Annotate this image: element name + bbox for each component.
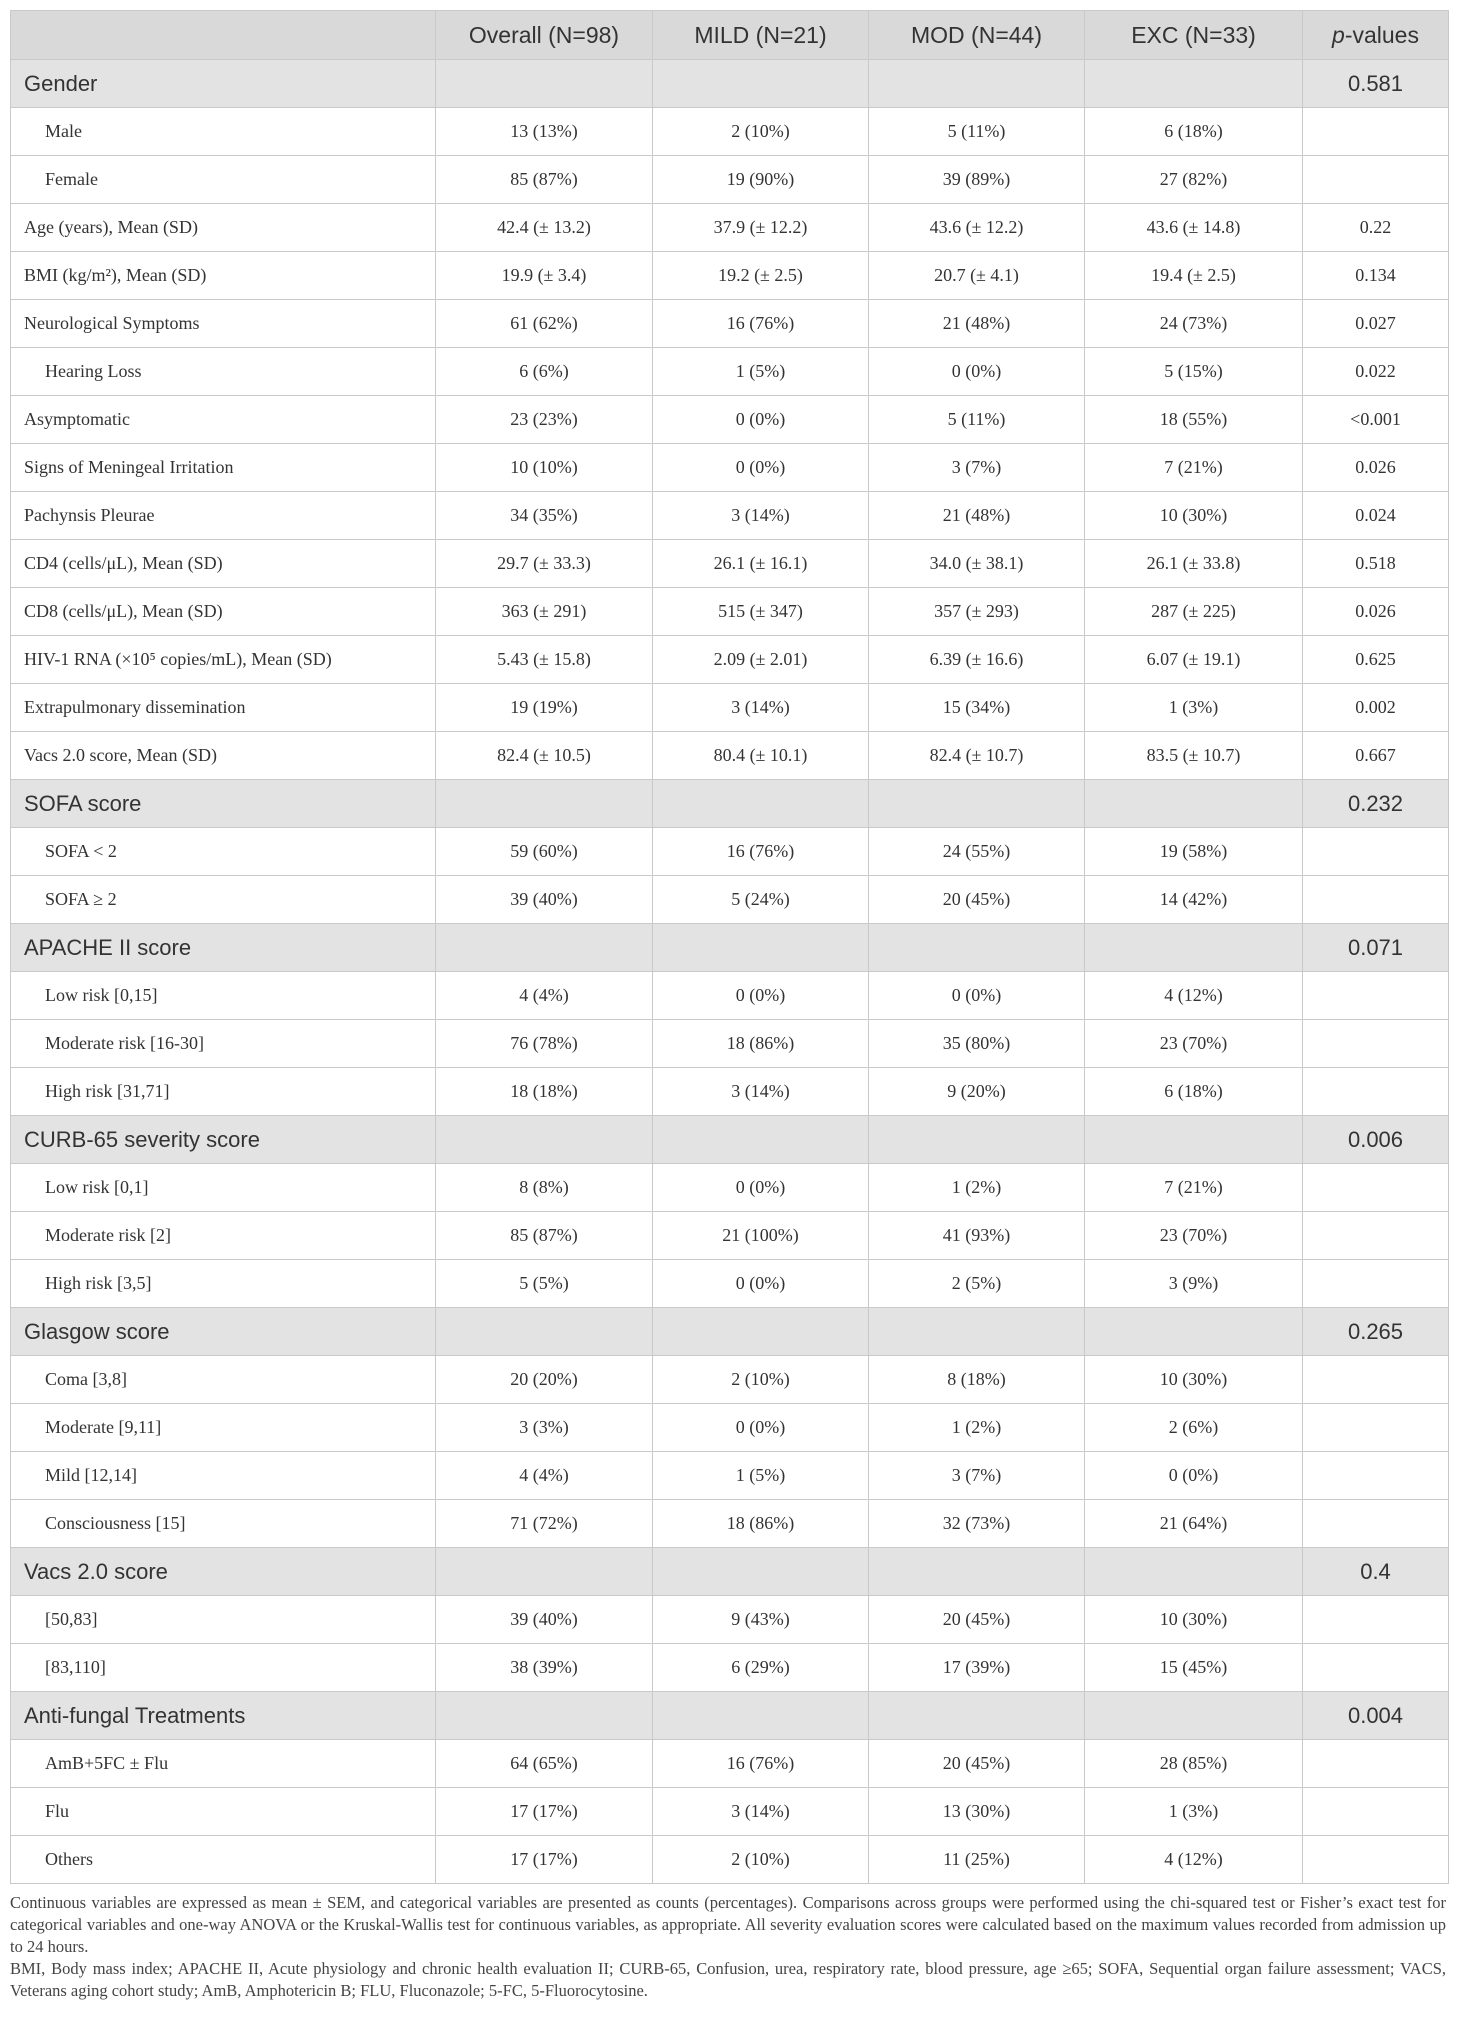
row-value: 8 (8%): [436, 1164, 653, 1212]
row-p-value: 0.026: [1303, 444, 1449, 492]
row-value: 26.1 (± 33.8): [1085, 540, 1303, 588]
row-p-value: [1303, 972, 1449, 1020]
row-value: 41 (93%): [869, 1212, 1085, 1260]
row-value: 5 (24%): [653, 876, 869, 924]
table-row: [11, 1356, 1449, 1404]
table-row: [11, 1164, 1449, 1212]
section-empty-cell: [869, 1308, 1085, 1356]
row-label: High risk [31,71]: [11, 1068, 436, 1116]
row-value: 363 (± 291): [436, 588, 653, 636]
row-p-value: 0.134: [1303, 252, 1449, 300]
row-label: AmB+5FC ± Flu: [11, 1740, 436, 1788]
row-label: Age (years), Mean (SD): [11, 204, 436, 252]
row-value: 3 (14%): [653, 1788, 869, 1836]
row-value: 20.7 (± 4.1): [869, 252, 1085, 300]
section-empty-cell: [436, 924, 653, 972]
table-row: [11, 684, 1449, 732]
row-p-value: 0.024: [1303, 492, 1449, 540]
row-value: 5 (15%): [1085, 348, 1303, 396]
section-empty-cell: [436, 1548, 653, 1596]
table-row: [11, 156, 1449, 204]
table-row: [11, 876, 1449, 924]
row-value: 23 (70%): [1085, 1020, 1303, 1068]
row-value: 2 (6%): [1085, 1404, 1303, 1452]
section-empty-cell: [653, 1308, 869, 1356]
row-p-value: [1303, 1452, 1449, 1500]
row-label: Pachynsis Pleurae: [11, 492, 436, 540]
row-p-value: [1303, 1212, 1449, 1260]
row-p-value: [1303, 1020, 1449, 1068]
row-p-value: [1303, 108, 1449, 156]
section-empty-cell: [436, 1692, 653, 1740]
row-value: 17 (17%): [436, 1836, 653, 1884]
table-row: [11, 828, 1449, 876]
table-row: [11, 252, 1449, 300]
section-row: [11, 60, 1449, 108]
row-value: 61 (62%): [436, 300, 653, 348]
header-cell-p-values: p-values: [1303, 11, 1449, 60]
section-empty-cell: [653, 1548, 869, 1596]
row-value: 8 (18%): [869, 1356, 1085, 1404]
row-value: 16 (76%): [653, 828, 869, 876]
row-value: 5 (11%): [869, 108, 1085, 156]
table-row: [11, 348, 1449, 396]
section-p-value: 0.581: [1303, 60, 1449, 108]
section-empty-cell: [436, 1116, 653, 1164]
row-p-value: [1303, 1644, 1449, 1692]
table-row: [11, 1788, 1449, 1836]
row-value: 18 (86%): [653, 1020, 869, 1068]
row-value: 7 (21%): [1085, 444, 1303, 492]
row-value: 2 (10%): [653, 1356, 869, 1404]
row-value: 26.1 (± 16.1): [653, 540, 869, 588]
table-row: [11, 972, 1449, 1020]
row-value: 43.6 (± 12.2): [869, 204, 1085, 252]
row-value: 15 (34%): [869, 684, 1085, 732]
row-p-value: <0.001: [1303, 396, 1449, 444]
row-value: 0 (0%): [1085, 1452, 1303, 1500]
row-value: 76 (78%): [436, 1020, 653, 1068]
row-label: Moderate [9,11]: [11, 1404, 436, 1452]
row-value: 82.4 (± 10.5): [436, 732, 653, 780]
row-value: 0 (0%): [653, 444, 869, 492]
row-value: 0 (0%): [653, 972, 869, 1020]
section-p-value: 0.265: [1303, 1308, 1449, 1356]
section-empty-cell: [1085, 1308, 1303, 1356]
row-value: 38 (39%): [436, 1644, 653, 1692]
row-label: CD8 (cells/μL), Mean (SD): [11, 588, 436, 636]
row-value: 64 (65%): [436, 1740, 653, 1788]
row-label: CD4 (cells/μL), Mean (SD): [11, 540, 436, 588]
row-p-value: [1303, 1740, 1449, 1788]
header-cell-exc: EXC (N=33): [1085, 11, 1303, 60]
row-value: 39 (40%): [436, 1596, 653, 1644]
row-label: [50,83]: [11, 1596, 436, 1644]
table-row: [11, 300, 1449, 348]
section-empty-cell: [653, 924, 869, 972]
row-value: 0 (0%): [869, 348, 1085, 396]
row-value: 0 (0%): [869, 972, 1085, 1020]
row-value: 23 (23%): [436, 396, 653, 444]
section-empty-cell: [436, 60, 653, 108]
row-value: 71 (72%): [436, 1500, 653, 1548]
row-value: 3 (14%): [653, 1068, 869, 1116]
row-value: 17 (17%): [436, 1788, 653, 1836]
section-title: Anti-fungal Treatments: [11, 1692, 436, 1740]
row-value: 35 (80%): [869, 1020, 1085, 1068]
table-container: [10, 10, 1448, 2002]
row-label: Mild [12,14]: [11, 1452, 436, 1500]
row-value: 6.39 (± 16.6): [869, 636, 1085, 684]
row-value: 24 (55%): [869, 828, 1085, 876]
row-value: 6 (29%): [653, 1644, 869, 1692]
row-p-value: 0.518: [1303, 540, 1449, 588]
section-empty-cell: [869, 1116, 1085, 1164]
row-label: Moderate risk [2]: [11, 1212, 436, 1260]
row-value: 82.4 (± 10.7): [869, 732, 1085, 780]
row-value: 1 (2%): [869, 1164, 1085, 1212]
row-value: 5 (11%): [869, 396, 1085, 444]
row-value: 3 (3%): [436, 1404, 653, 1452]
section-empty-cell: [1085, 924, 1303, 972]
section-title: SOFA score: [11, 780, 436, 828]
row-value: 10 (30%): [1085, 1596, 1303, 1644]
row-value: 21 (48%): [869, 492, 1085, 540]
row-value: 23 (70%): [1085, 1212, 1303, 1260]
section-empty-cell: [1085, 1548, 1303, 1596]
header-cell-mod: MOD (N=44): [869, 11, 1085, 60]
row-label: Flu: [11, 1788, 436, 1836]
header-cell-overall: Overall (N=98): [436, 11, 653, 60]
row-label: Coma [3,8]: [11, 1356, 436, 1404]
row-value: 32 (73%): [869, 1500, 1085, 1548]
table-row: [11, 396, 1449, 444]
row-value: 4 (12%): [1085, 972, 1303, 1020]
header-row: [11, 11, 1449, 60]
row-value: 85 (87%): [436, 156, 653, 204]
table-row: [11, 732, 1449, 780]
section-title: CURB-65 severity score: [11, 1116, 436, 1164]
section-title: APACHE II score: [11, 924, 436, 972]
row-label: Signs of Meningeal Irritation: [11, 444, 436, 492]
row-value: 59 (60%): [436, 828, 653, 876]
table-row: [11, 1644, 1449, 1692]
row-p-value: 0.002: [1303, 684, 1449, 732]
row-value: 34 (35%): [436, 492, 653, 540]
row-value: 20 (20%): [436, 1356, 653, 1404]
row-p-value: 0.625: [1303, 636, 1449, 684]
row-value: 3 (7%): [869, 1452, 1085, 1500]
section-empty-cell: [869, 924, 1085, 972]
table-row: [11, 1020, 1449, 1068]
row-value: 16 (76%): [653, 300, 869, 348]
row-label: Vacs 2.0 score, Mean (SD): [11, 732, 436, 780]
row-value: 21 (64%): [1085, 1500, 1303, 1548]
section-row: [11, 1692, 1449, 1740]
footnote: Continuous variables are expressed as mean ± SEM, and categorical variables are presented as counts (percentages). Comparisons across groups were performed using the chi-squared test or Fisher’s exact test for categorical variables and one-way ANOVA or the Kruskal-Wallis test for continuous variables, as appropriate. All severity evaluation scores were calculated based on the maximum values recorded from admission up to 24 hours.: [10, 1893, 1446, 1956]
table-row: [11, 588, 1449, 636]
row-p-value: [1303, 1596, 1449, 1644]
row-p-value: [1303, 1260, 1449, 1308]
table-row: [11, 1068, 1449, 1116]
row-label: Female: [11, 156, 436, 204]
row-label: Hearing Loss: [11, 348, 436, 396]
section-empty-cell: [1085, 60, 1303, 108]
row-value: 2 (10%): [653, 108, 869, 156]
row-label: Moderate risk [16-30]: [11, 1020, 436, 1068]
row-value: 20 (45%): [869, 1740, 1085, 1788]
row-value: 27 (82%): [1085, 156, 1303, 204]
row-value: 3 (14%): [653, 492, 869, 540]
row-value: 24 (73%): [1085, 300, 1303, 348]
table-row: [11, 204, 1449, 252]
section-row: [11, 780, 1449, 828]
row-p-value: 0.022: [1303, 348, 1449, 396]
row-label: Extrapulmonary dissemination: [11, 684, 436, 732]
row-value: 1 (5%): [653, 1452, 869, 1500]
row-value: 18 (86%): [653, 1500, 869, 1548]
row-label: Neurological Symptoms: [11, 300, 436, 348]
row-value: 28 (85%): [1085, 1740, 1303, 1788]
row-label: Low risk [0,1]: [11, 1164, 436, 1212]
row-value: 1 (2%): [869, 1404, 1085, 1452]
section-empty-cell: [869, 1548, 1085, 1596]
section-empty-cell: [1085, 1692, 1303, 1740]
row-value: 6.07 (± 19.1): [1085, 636, 1303, 684]
section-p-value: 0.071: [1303, 924, 1449, 972]
row-label: Others: [11, 1836, 436, 1884]
row-p-value: [1303, 1788, 1449, 1836]
row-value: 19.4 (± 2.5): [1085, 252, 1303, 300]
section-empty-cell: [869, 1692, 1085, 1740]
table-row: [11, 1212, 1449, 1260]
section-p-value: 0.4: [1303, 1548, 1449, 1596]
row-value: 1 (3%): [1085, 684, 1303, 732]
row-value: 3 (9%): [1085, 1260, 1303, 1308]
table-row: [11, 1740, 1449, 1788]
row-value: 2 (10%): [653, 1836, 869, 1884]
row-value: 2.09 (± 2.01): [653, 636, 869, 684]
table-row: [11, 636, 1449, 684]
row-label: Asymptomatic: [11, 396, 436, 444]
table-row: [11, 108, 1449, 156]
section-row: [11, 1548, 1449, 1596]
row-p-value: [1303, 828, 1449, 876]
row-p-value: [1303, 1500, 1449, 1548]
row-value: 11 (25%): [869, 1836, 1085, 1884]
row-value: 4 (12%): [1085, 1836, 1303, 1884]
row-value: 13 (30%): [869, 1788, 1085, 1836]
section-row: [11, 924, 1449, 972]
row-value: 20 (45%): [869, 1596, 1085, 1644]
section-title: Gender: [11, 60, 436, 108]
section-p-value: 0.004: [1303, 1692, 1449, 1740]
row-label: SOFA < 2: [11, 828, 436, 876]
row-p-value: 0.027: [1303, 300, 1449, 348]
section-empty-cell: [653, 60, 869, 108]
row-label: High risk [3,5]: [11, 1260, 436, 1308]
table-row: [11, 540, 1449, 588]
table-row: [11, 1500, 1449, 1548]
row-value: 3 (7%): [869, 444, 1085, 492]
table-row: [11, 492, 1449, 540]
section-empty-cell: [869, 60, 1085, 108]
section-empty-cell: [1085, 780, 1303, 828]
row-value: 18 (18%): [436, 1068, 653, 1116]
row-value: 0 (0%): [653, 1164, 869, 1212]
section-row: [11, 1308, 1449, 1356]
table-body: [11, 60, 1449, 1884]
row-value: 6 (18%): [1085, 108, 1303, 156]
row-p-value: 0.026: [1303, 588, 1449, 636]
section-empty-cell: [1085, 1116, 1303, 1164]
row-value: 16 (76%): [653, 1740, 869, 1788]
row-value: 0 (0%): [653, 1404, 869, 1452]
row-value: 287 (± 225): [1085, 588, 1303, 636]
header-cell-mild: MILD (N=21): [653, 11, 869, 60]
row-value: 18 (55%): [1085, 396, 1303, 444]
row-value: 0 (0%): [653, 396, 869, 444]
row-p-value: [1303, 156, 1449, 204]
row-value: 20 (45%): [869, 876, 1085, 924]
row-value: 4 (4%): [436, 972, 653, 1020]
row-value: 4 (4%): [436, 1452, 653, 1500]
row-value: 19 (58%): [1085, 828, 1303, 876]
table-row: [11, 1260, 1449, 1308]
row-value: 3 (14%): [653, 684, 869, 732]
table-row: [11, 1404, 1449, 1452]
header-cell-label: [11, 11, 436, 60]
row-label: Male: [11, 108, 436, 156]
row-value: 42.4 (± 13.2): [436, 204, 653, 252]
footnote: BMI, Body mass index; APACHE II, Acute physiology and chronic health evaluation II; CURB-65, Confusion, urea, respiratory rate, blood pressure, age ≥65; SOFA, Sequential organ failure assessment; VACS, Veterans aging cohort study; AmB, Amphotericin B; FLU, Fluconazole; 5-FC, 5-Fluorocytosine.: [10, 1959, 1446, 2000]
row-value: 21 (48%): [869, 300, 1085, 348]
section-row: [11, 1116, 1449, 1164]
row-value: 85 (87%): [436, 1212, 653, 1260]
row-p-value: [1303, 876, 1449, 924]
row-label: Consciousness [15]: [11, 1500, 436, 1548]
section-empty-cell: [436, 1308, 653, 1356]
row-value: 13 (13%): [436, 108, 653, 156]
row-label: Low risk [0,15]: [11, 972, 436, 1020]
row-p-value: [1303, 1836, 1449, 1884]
row-value: 37.9 (± 12.2): [653, 204, 869, 252]
row-value: 5.43 (± 15.8): [436, 636, 653, 684]
row-value: 19.9 (± 3.4): [436, 252, 653, 300]
row-label: HIV-1 RNA (×10⁵ copies/mL), Mean (SD): [11, 636, 436, 684]
section-p-value: 0.232: [1303, 780, 1449, 828]
row-value: 39 (89%): [869, 156, 1085, 204]
row-value: 17 (39%): [869, 1644, 1085, 1692]
row-value: 7 (21%): [1085, 1164, 1303, 1212]
row-value: 43.6 (± 14.8): [1085, 204, 1303, 252]
row-value: 10 (10%): [436, 444, 653, 492]
row-value: 10 (30%): [1085, 492, 1303, 540]
row-p-value: [1303, 1068, 1449, 1116]
row-value: 5 (5%): [436, 1260, 653, 1308]
section-p-value: 0.006: [1303, 1116, 1449, 1164]
row-value: 1 (3%): [1085, 1788, 1303, 1836]
row-label: [83,110]: [11, 1644, 436, 1692]
table-row: [11, 1596, 1449, 1644]
row-value: 14 (42%): [1085, 876, 1303, 924]
row-value: 10 (30%): [1085, 1356, 1303, 1404]
table-row: [11, 444, 1449, 492]
section-empty-cell: [436, 780, 653, 828]
row-value: 9 (43%): [653, 1596, 869, 1644]
section-title: Glasgow score: [11, 1308, 436, 1356]
footnotes: [10, 1892, 1446, 2002]
row-value: 9 (20%): [869, 1068, 1085, 1116]
row-value: 6 (6%): [436, 348, 653, 396]
section-empty-cell: [653, 1116, 869, 1164]
row-value: 357 (± 293): [869, 588, 1085, 636]
row-value: 19 (19%): [436, 684, 653, 732]
row-p-value: [1303, 1356, 1449, 1404]
row-value: 83.5 (± 10.7): [1085, 732, 1303, 780]
row-p-value: 0.22: [1303, 204, 1449, 252]
table-row: [11, 1836, 1449, 1884]
section-title: Vacs 2.0 score: [11, 1548, 436, 1596]
row-value: 1 (5%): [653, 348, 869, 396]
row-value: 80.4 (± 10.1): [653, 732, 869, 780]
row-value: 19 (90%): [653, 156, 869, 204]
section-empty-cell: [653, 1692, 869, 1740]
section-empty-cell: [653, 780, 869, 828]
row-value: 39 (40%): [436, 876, 653, 924]
row-value: 34.0 (± 38.1): [869, 540, 1085, 588]
row-p-value: [1303, 1404, 1449, 1452]
row-value: 6 (18%): [1085, 1068, 1303, 1116]
row-value: 21 (100%): [653, 1212, 869, 1260]
section-empty-cell: [869, 780, 1085, 828]
row-value: 2 (5%): [869, 1260, 1085, 1308]
row-value: 19.2 (± 2.5): [653, 252, 869, 300]
row-label: BMI (kg/m²), Mean (SD): [11, 252, 436, 300]
table-row: [11, 1452, 1449, 1500]
row-value: 515 (± 347): [653, 588, 869, 636]
row-value: 0 (0%): [653, 1260, 869, 1308]
row-value: 29.7 (± 33.3): [436, 540, 653, 588]
row-label: SOFA ≥ 2: [11, 876, 436, 924]
data-table: [10, 10, 1449, 1884]
row-p-value: [1303, 1164, 1449, 1212]
row-value: 15 (45%): [1085, 1644, 1303, 1692]
row-p-value: 0.667: [1303, 732, 1449, 780]
